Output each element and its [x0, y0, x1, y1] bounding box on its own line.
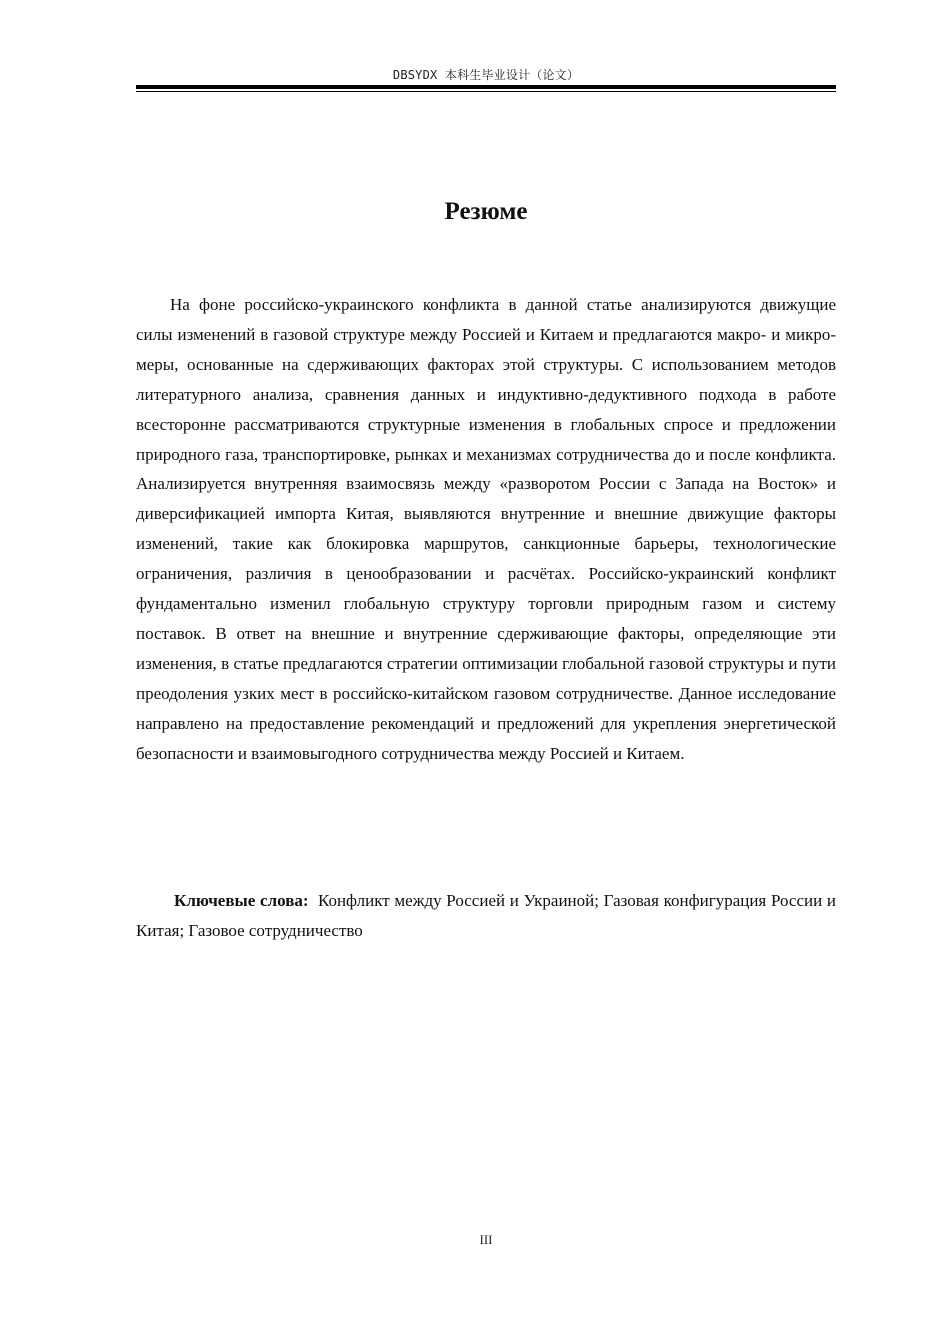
- page-title: Резюме: [444, 198, 528, 225]
- keywords-text: Конфликт между Россией и Украиной; Газовая конфигурация России и Китая; Газовое сотрудничество: [136, 891, 836, 940]
- keywords-paragraph: [136, 886, 836, 946]
- abstract-paragraph: На фоне российско-украинского конфликта в данной статье анализируются движущие силы изменений в газовой структуре между Россией и Китаем и предлагаются макро- и микро-меры, основанные на сдерживающих факторах этой структуры. С использованием методов литературного анализа, сравнения данных и индуктивно-дедуктивного подхода в работе всесторонне рассматриваются структурные изменения в глобальных спросе и предложении природного газа, транспортировке, рынках и механизмах сотрудничества до и после конфликта. Анализируется внутренняя взаимосвязь между «разворотом России с Запада на Восток» и диверсификацией импорта Китая, выявляются внутренние и внешние движущие факторы изменений, такие как блокировка маршрутов, санкционные барьеры, технологические ограничения, различия в ценообразовании и расчётах. Российско-украинский конфликт фундаментально изменил глобальную структуру торговли природным газом и систему поставок. В ответ на внешние и внутренние сдерживающие факторы, определяющие эти изменения, в статье предлагаются стратегии оптимизации глобальной газовой структуры и пути преодоления узких мест в российско-китайском газовом сотрудничестве. Данное исследование направлено на предоставление рекомендаций и предложений для укрепления энергетической безопасности и взаимовыгодного сотрудничества между Россией и Китаем.: [136, 295, 836, 763]
- running-header: DBSYDX 本科生毕业设计（论文）: [392, 68, 580, 82]
- header-rule-thick: [136, 85, 836, 89]
- page-number: III: [479, 1232, 493, 1247]
- header-rule-thin: [136, 91, 836, 92]
- keywords-label: Ключевые слова:: [174, 891, 309, 910]
